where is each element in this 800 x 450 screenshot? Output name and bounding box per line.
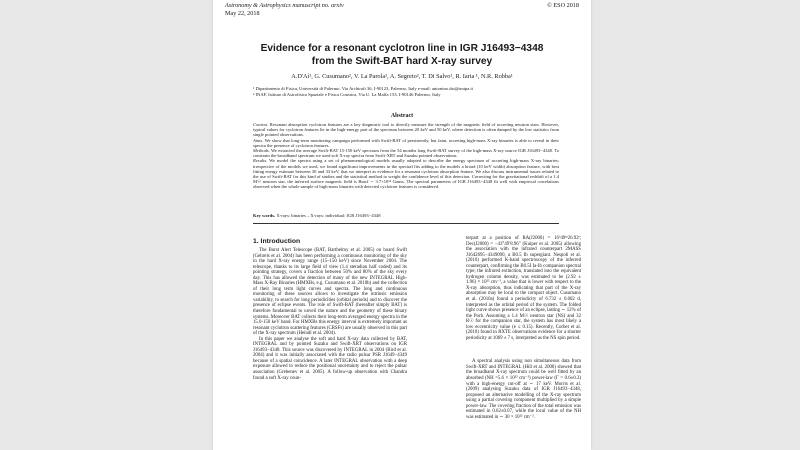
- author-list: A.D'Aì¹, G. Cusumano², V. La Parola², A. Segreto², T. Di Salvo¹, R. Iaria ¹, N.R. Robba¹: [291, 73, 513, 80]
- running-header: [225, 2, 344, 17]
- header-date: May 22, 2018: [225, 9, 260, 17]
- context-text: Resonant absorption cyclotron features are a key diagnostic tool to directly measure the strength of the magnetic field of accreting neutron stars. However, typical values for cyclotron features lie in the high-energy part of the spectrum between 20 keV and 50 keV, where detection is often damped by the low statistics from single pointed observations.: [253, 122, 560, 138]
- right-column: [466, 236, 581, 420]
- paper-title: [233, 43, 571, 68]
- manuscript-id: manuscript no. arxiv: [292, 2, 344, 9]
- abstract-heading: Abstract: [390, 113, 414, 119]
- abstract: [253, 122, 559, 190]
- intro-paragraph-1: The Burst Alert Telescope (BAT, Barthelmy et al. 2005) on board Swift (Gehrels et al. 2004) has been performing a continuous monitoring of the sky in the hard X-ray energy range (15–150 keV) since November 2004. The telescope, thanks to its large field of view (1.4 steradian half coded) and its pointing strategy, covers a fraction between 50% and 80% of the sky every day. This has allowed the detection of many of the new INTEGRAL High-Mass X-Ray Binaries (HMXBs, e.g. Cusumano et al. 2010b) and the collection of their long term light curves and spectra. The long and continuous monitoring of these sources allows to investigate the intrinsic emission variability, to search for long periodicities (orbital periods) and to discover the presence of eclipse events. The role of Swift-BAT (hereafter simply BAT) is therefore fundamental to unveil the nature and the geometry of these binary systems. Moreover BAT collects their long-term averaged energy spectra in the 15.0-150 keV band. For HMXBs this energy interval is extremely important as resonant cyclotron scattering features (CRSFs) are usually observed in this part of the X-ray spectrum (Heindl et al. 2004).: [253, 248, 407, 337]
- aims-label: Aims.: [253, 137, 264, 143]
- journal-name: Astronomy & Astrophysics: [225, 2, 291, 9]
- intro-paragraph-2: In this paper we analyse the soft and hard X-ray data collected by BAT, INTEGRAL and by pointed Suzaku and Swift-XRT observations on IGR J16493−4348. This source was discovered by INTEGRAL in 2004 (Bird et al. 2004) and it was initially associated with the radio pulsar PSR J1649−4349 because of a spatial coincidence. A later INTEGRAL observation with a deep exposure allowed to reduce the positional uncertainty and to reject the pulsar association (Grebenev et al. 2005). A follow-up observation with Chandra found a soft X-ray coun-: [253, 336, 407, 381]
- left-column: [253, 248, 407, 381]
- methods-label: Methods.: [253, 148, 270, 154]
- affiliations: [253, 86, 563, 98]
- aims-text: We show that long-term monitoring campaign performed with Swift-BAT of persistently, but faint, accreting high-mass X-ray binaries is able to reveal in their spectra the presence of cyclotron features.: [253, 137, 559, 148]
- results-label: Results.: [253, 158, 268, 164]
- paper-page: [213, 0, 591, 450]
- methods-text: We extracted the average Swift-BAT 15-150 keV spectrum from the 54 months long Swift-BAT survey of the high-mass X-ray source IGR J16493−4348. To constrain the broadband spectrum we used soft X-ray spectra from Swift-XRT and Suzaku pointed observations.: [253, 148, 559, 159]
- section-heading: 1. Introduction: [253, 238, 301, 245]
- affiliation-2: ² INAF, Istituto di Astrofisica Spaziale e Fisica Cosmica, Via U. La Malfa 153, I-90146 Palermo, Italy: [253, 92, 441, 97]
- intro-paragraph-3: terpart at a position of RA(J2000) = 16ʰ49ᵐ26.92ˢ; Dec(J2000) = −43°49′8.96″ (Kuiper et al. 2005) allowing the association with the infrared counterpart 2MASS J1642695−4349090, a B0.5 Ib supergiant. Nespoli et al. (2010) performed K-band spectroscopy of the inferred counterpart, confirming the B0.5I Ia-Ib companion spectral type; the infrared extinction, translated into the equivalent hydrogen column density, was estimated to be (2.92 ± 1.96) × 10²² cm⁻², a value that is lower with respect to the X-ray absorption, thus indicating that part of the X-ray absorption may be local to the compact object. Cusumano et al. (2010a) found a periodicity of 6.732 ± 0.002 d, interpreted as the orbital period of the system. The folded light curve shows presence of an eclipse, lasting ∼ 12% of the Porb. Assuming a 1.4 M☉ neutron star (NS) and 32 R☉ for the companion star, the system has most likely a low eccentricity value (e ≤ 0.15). Recently, Corbet et al. (2010) found in RXTE observations evidence for a shorter periodicity at 1069 ± 7 s, interpreted as the NS spin period.: [466, 236, 581, 341]
- title-line-1: Evidence for a resonant cyclotron line in IGR J16493−4348: [260, 43, 544, 54]
- keywords-text: X-rays: binaries – X-rays: individual: IGR J16493−4348: [276, 213, 381, 218]
- title-line-2: from the Swift-BAT hard X-ray survey: [311, 55, 493, 67]
- intro-paragraph-4: A spectral analysis using non simultaneous data from Swift-XRT and INTEGRAL (Hill et al. 2008) showed that the broadband X-ray spectrum could be well fitted by an absorbed (NH =5.6 × 10²² cm⁻²) power-law (Γ = 0.6±0.3) with a high-energy cut-off at ∼ 17 keV. Morris et al. (2009) analysing Suzaku data of IGR J16493−4348, proposed an alternative modelling of the X-ray spectrum using a partial covering component multiplied by a simple power-law. The covering fraction of the total emission was estimated in 0.62±0.07, while the local value of the NH was estimated in ∼ 30 × 10²² cm⁻².: [466, 359, 581, 420]
- context-label: Context.: [253, 122, 269, 127]
- keywords: [253, 213, 559, 218]
- copyright: © ESO 2018: [547, 2, 579, 9]
- affiliation-1: ¹ Dipartimento di Fisica, Università di Palermo, Via Archirafi 36, I-90123, Palermo, Italy e-mail: antonino.dai@unipa.it: [253, 86, 473, 91]
- divider: [253, 223, 559, 224]
- results-text: We model the spectra using a set of phenomenological models usually adopted to describe the energy spectrum of accreting high-mass X-ray binaries; irrespective of the models we used, we found significant improvements in the spectral fits adding to the models a broad (10 keV width) absorption feature, with best fitting energy estimate between 30 and 33 keV, that we interpret as evidence for a resonant cyclotron absorption feature. We also discuss instrumental issues related to the use of Swift-BAT for this kind of studies and the statistical method to weight the confidence level of this detection. Correcting for the gravitational redshift of a 1.4 M☉ neutron star, the inferred surface magnetic field is Bsurf ∼ 3.7×10¹² Gauss. The spectral parameters of IGR J16493−4348 fit well with empirical correlations observed when the whole sample of high-mass binaries with detected cyclotron features is considered.: [253, 158, 559, 190]
- keywords-label: Key words.: [253, 213, 276, 218]
